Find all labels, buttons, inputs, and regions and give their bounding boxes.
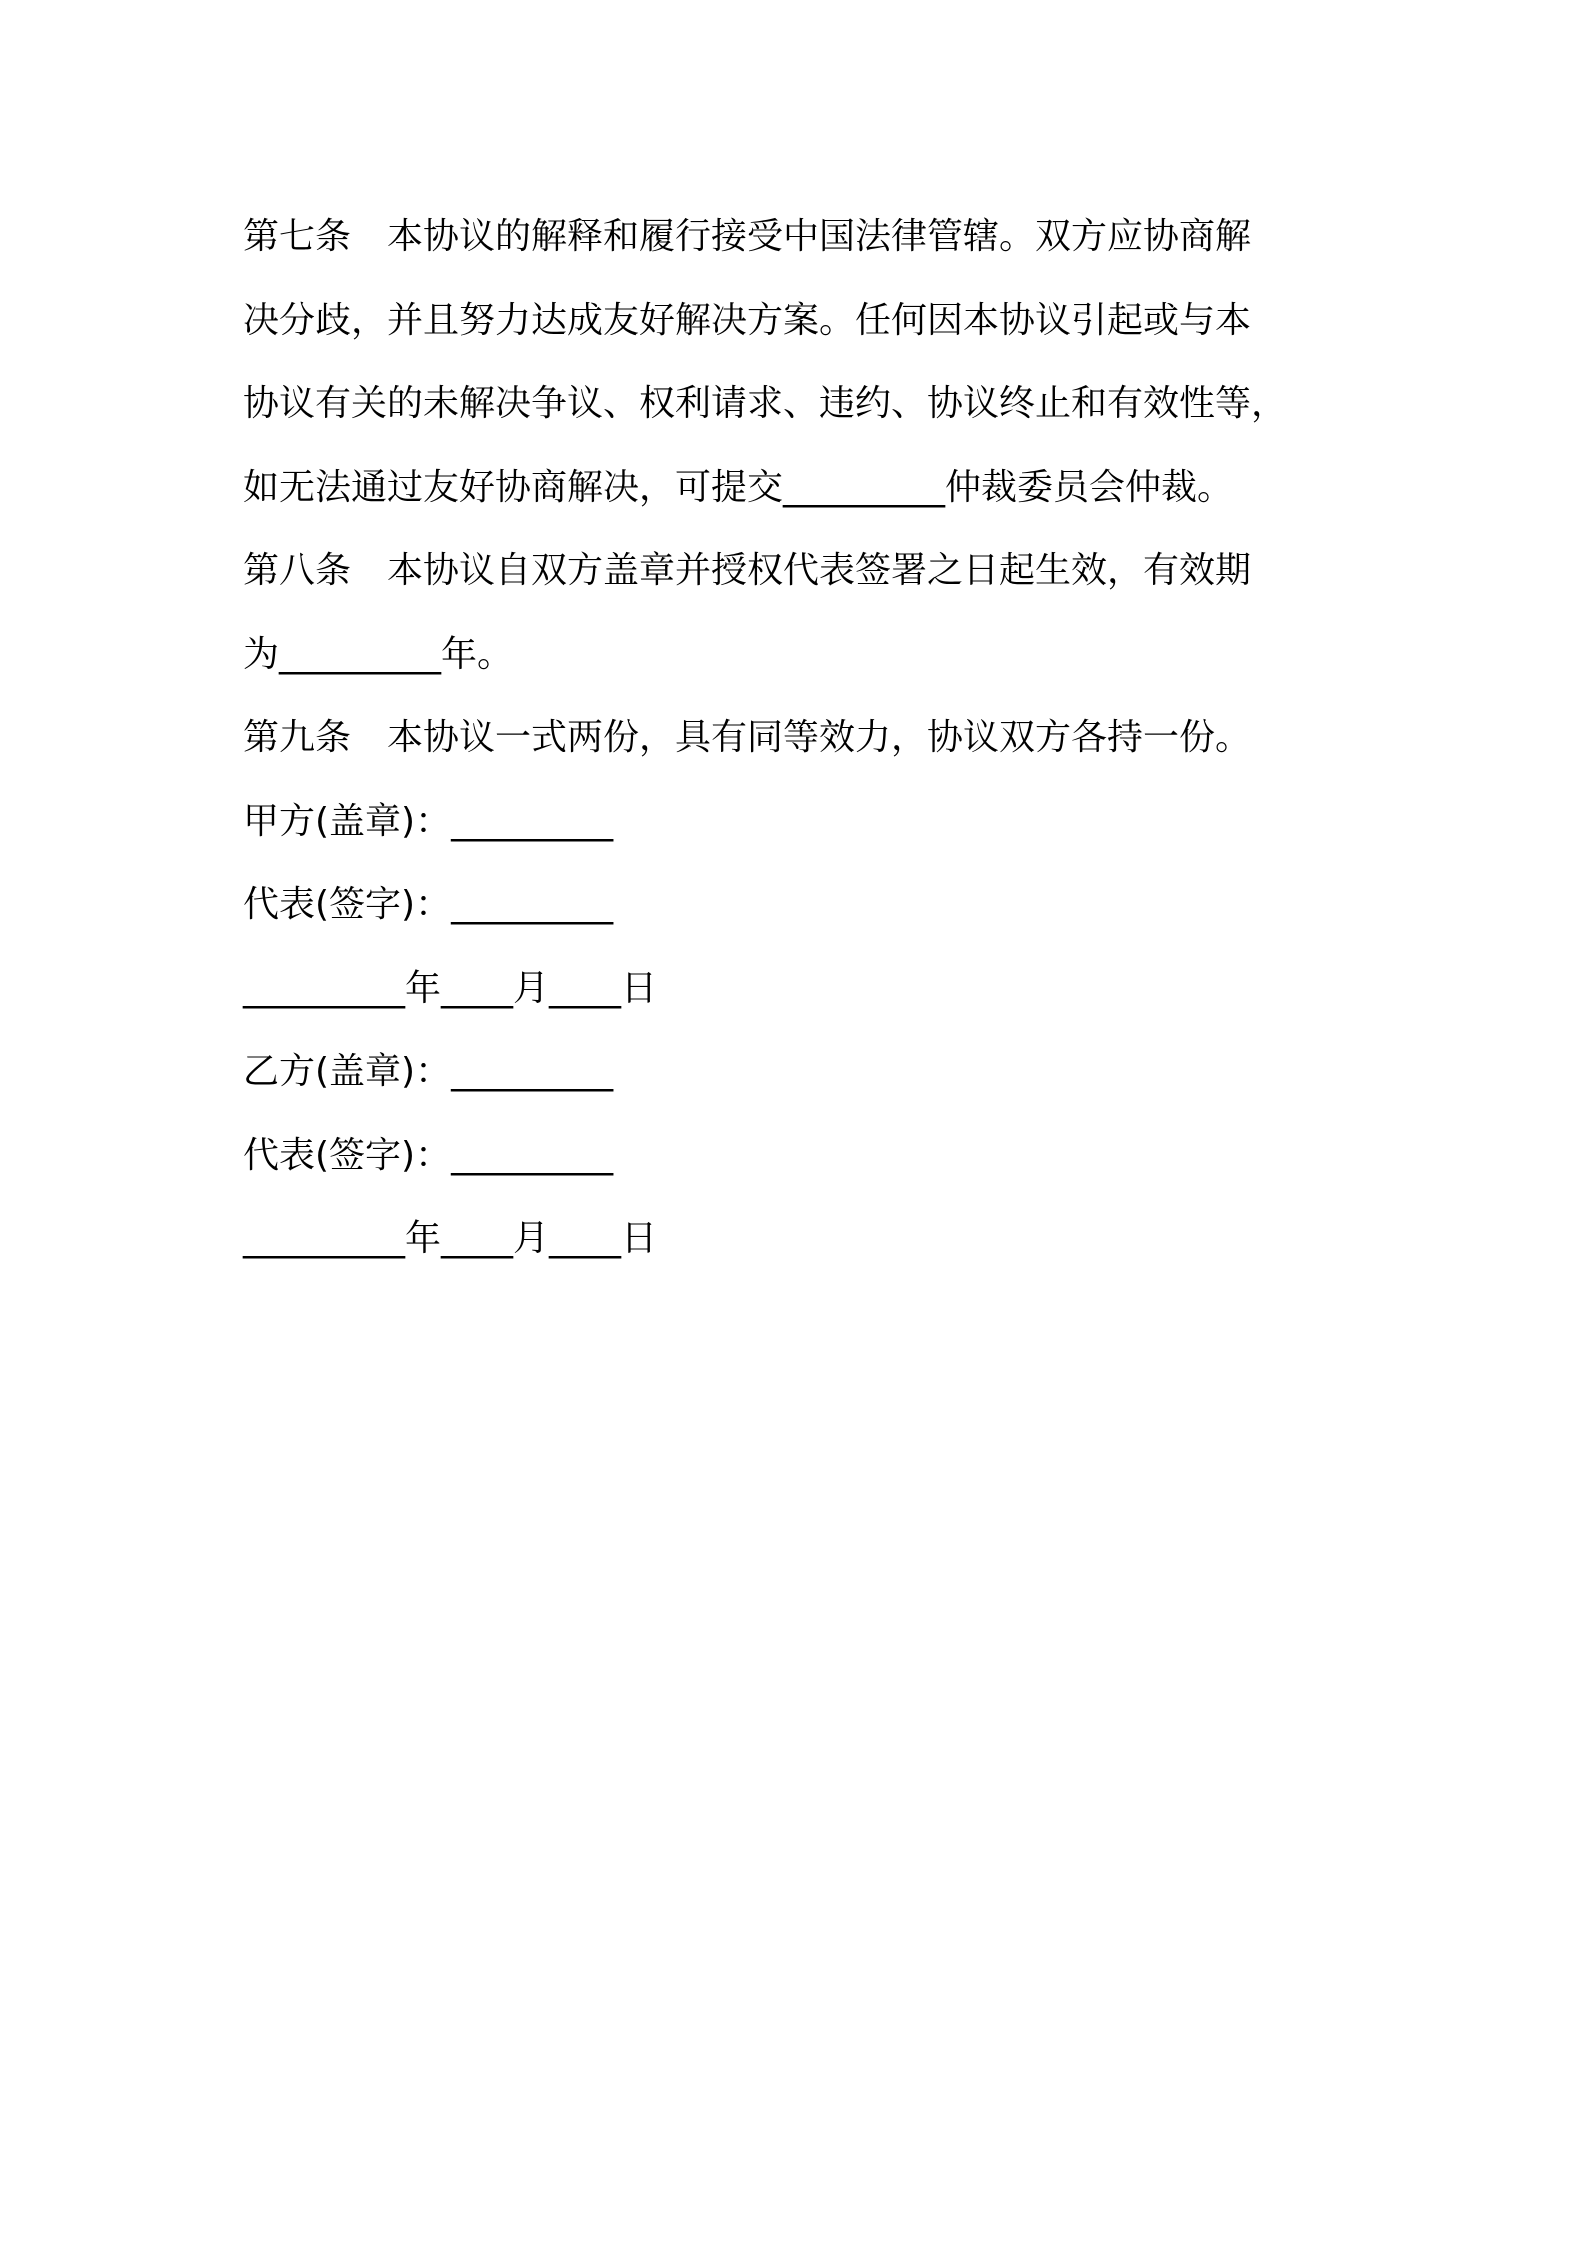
article-7-line-1: 第七条 本协议的解释和履行接受中国法律管辖。双方应协商解	[243, 216, 1252, 257]
party-b-seal-line: 乙方(盖章)：_________	[243, 1051, 614, 1092]
party-a-seal-line: 甲方(盖章)：_________	[243, 800, 614, 842]
document-body	[243, 195, 1358, 1281]
article-9-line: 第九条 本协议一式两份，具有同等效力，协议双方各持一份。	[243, 717, 1252, 758]
party-a-date-line: _________年____月____日	[243, 967, 657, 1009]
party-b-representative-line: 代表(签字)：_________	[243, 1134, 614, 1176]
article-7-line-4: 如无法通过友好协商解决，可提交_________仲裁委员会仲裁。	[243, 466, 1234, 508]
party-a-representative-line: 代表(签字)：_________	[243, 884, 614, 925]
article-7-line-3: 协议有关的未解决争议、权利请求、违约、协议终止和有效性等，	[243, 383, 1288, 424]
article-7-line-2: 决分歧，并且努力达成友好解决方案。任何因本协议引起或与本	[243, 299, 1252, 341]
party-b-date-line: _________年____月____日	[243, 1218, 657, 1259]
article-8-line-2: 为_________年。	[243, 633, 514, 675]
article-8-line-1: 第八条 本协议自双方盖章并授权代表签署之日起生效，有效期	[243, 550, 1252, 591]
